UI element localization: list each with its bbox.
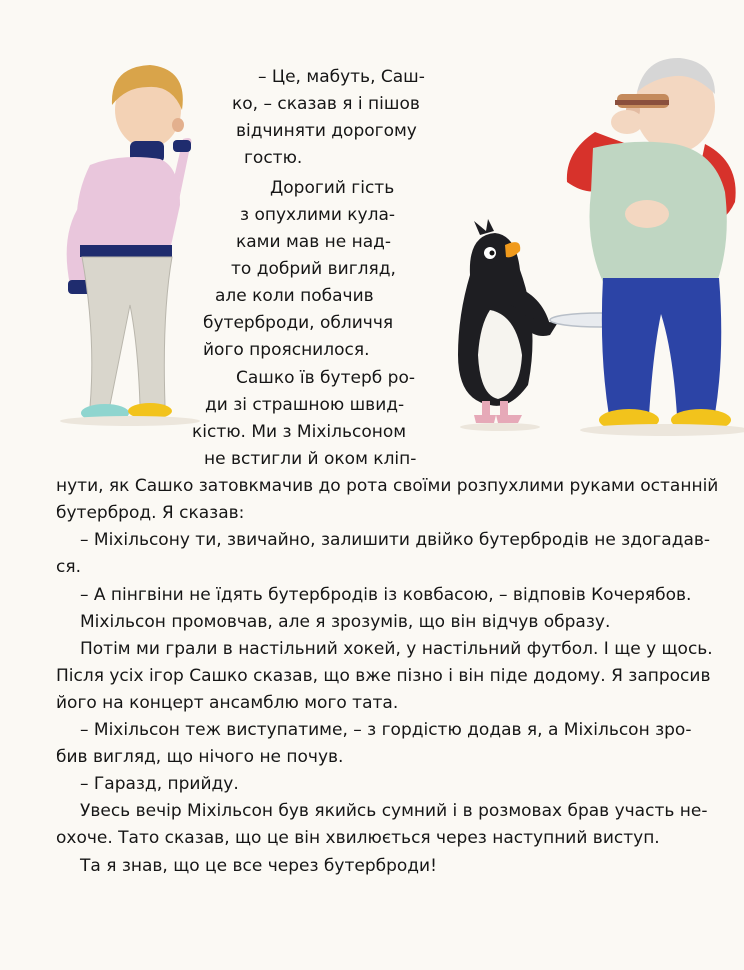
column-line-7: ками мав не над- [236,232,392,252]
body-line-5: – А пінгвіни не їдять бутербродів із ковбасою, – відповів Кочерябов. [80,585,692,605]
body-line-3: – Міхільсону ти, звичайно, залишити двійко бутербродів не здогадав- [80,530,711,550]
column-line-4: гостю. [244,148,303,168]
column-line-6: з опухлими кула- [240,205,396,225]
body-line-14: охоче. Тато сказав, що це він хвилюється через наступний виступ. [56,828,660,848]
body-line-1: нути, як Сашко затовкмачив до рота своїми розпухлими руками останній [56,476,719,496]
column-line-1: – Це, мабуть, Саш- [258,67,425,87]
illustration-boy-left [50,55,210,435]
illustration-boy-eating [555,52,744,442]
body-line-9: його на концерт ансамблю мого тата. [56,693,399,713]
column-line-15: не встигли й оком кліп- [204,449,417,469]
body-line-12: – Гаразд, прийду. [80,774,239,794]
column-line-11: його прояснилося. [203,340,370,360]
column-line-9: але коли побачив [215,286,374,306]
column-line-2: ко, – сказав я і пішов [232,94,420,114]
body-line-11: бив вигляд, що нічого не почув. [56,747,344,767]
column-line-12: Сашко їв бутерб ро- [236,368,415,388]
column-line-10: бутерброди, обличчя [203,313,394,333]
body-line-10: – Міхільсон теж виступатиме, – з гордістю додав я, а Міхільсон зро- [80,720,692,740]
body-line-15: Та я знав, що це все через бутерброди! [80,856,437,876]
column-line-14: кістю. Ми з Міхільсоном [192,422,407,442]
body-line-7: Потім ми грали в настільний хокей, у настільний футбол. І ще у щось. [80,639,713,659]
body-line-4: ся. [56,557,81,577]
column-line-5: Дорогий гість [270,178,395,198]
column-line-3: відчиняти дорогому [236,121,417,141]
column-line-8: то добрий вигляд, [231,259,396,279]
column-line-13: ди зі страшною швид- [205,395,405,415]
body-line-2: бутерброд. Я сказав: [56,503,245,523]
body-line-8: Після усіх ігор Сашко сказав, що вже пізно і він піде додому. Я запросив [56,666,711,686]
body-line-13: Увесь вечір Міхільсон був якийсь сумний і в розмовах брав участь не- [80,801,708,821]
body-line-6: Міхільсон промовчав, але я зрозумів, що він відчув образу. [80,612,611,632]
